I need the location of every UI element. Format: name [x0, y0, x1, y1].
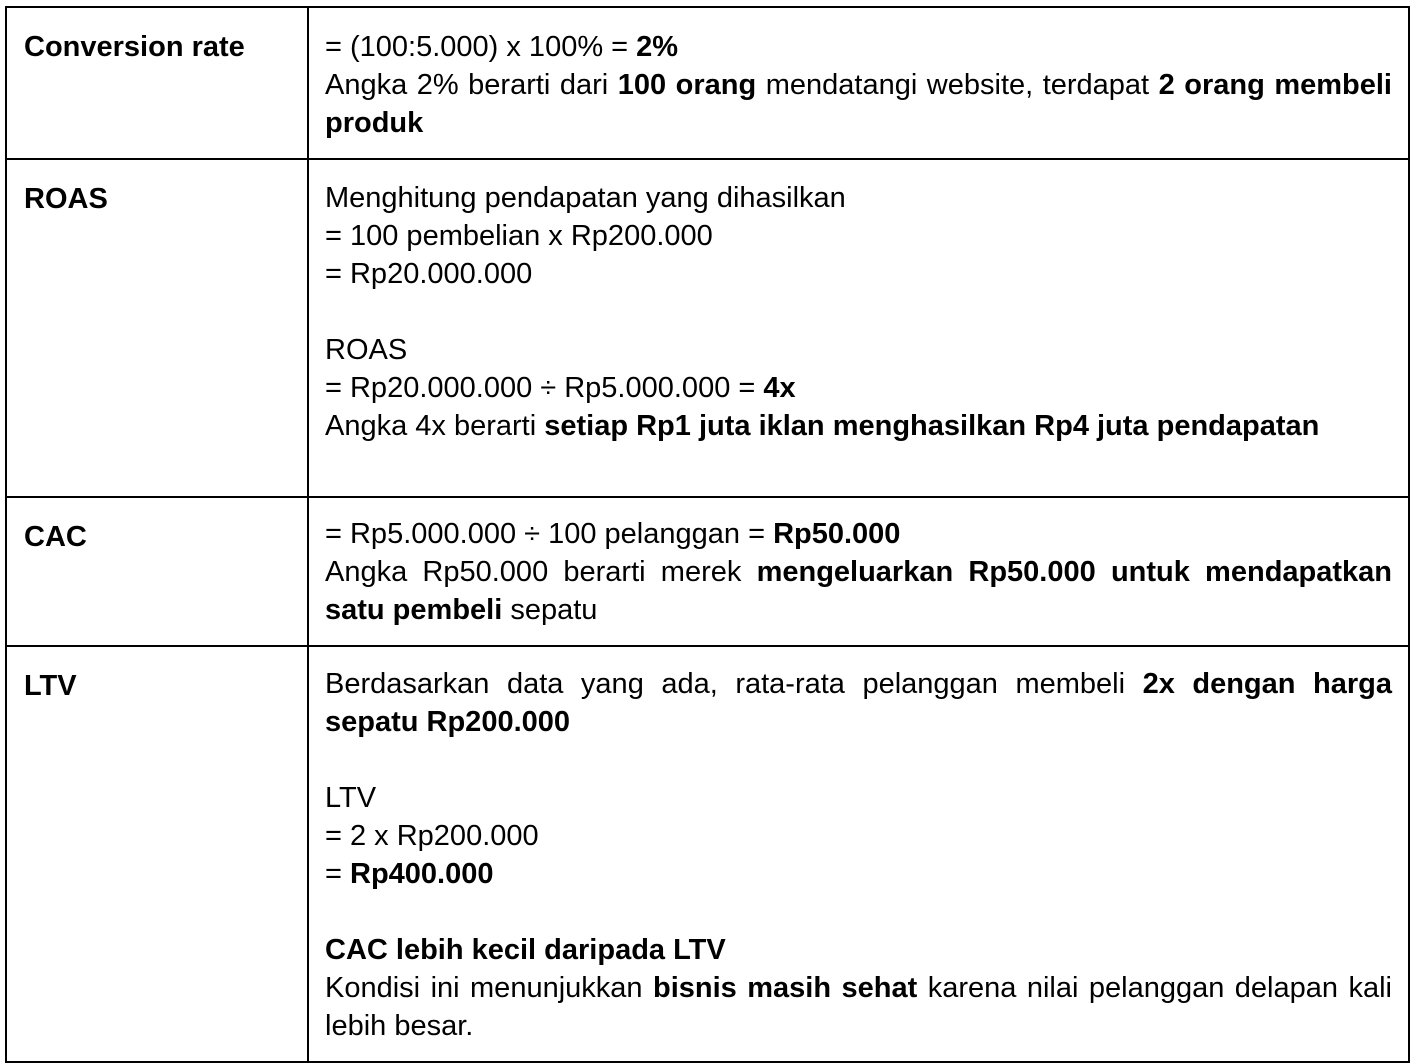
formula-result: = Rp400.000: [325, 858, 494, 890]
result-value: Rp400.000: [350, 858, 494, 890]
metric-label: LTV: [6, 646, 308, 1062]
interpretation-text: Angka Rp50.000 berarti merek mengeluarkan Rp50.000 untuk mendapatkan satu pembeli sepatu: [325, 556, 1393, 626]
formula-line: = 100 pembelian x Rp200.000: [325, 220, 713, 252]
spacer: [325, 741, 1392, 779]
conclusion-heading: CAC lebih kecil daripada LTV: [325, 934, 726, 966]
metrics-table: [5, 6, 1410, 1063]
metric-explanation: [308, 159, 1409, 497]
formula-line: = 2 x Rp200.000: [325, 820, 539, 852]
result-value: 2%: [636, 31, 679, 63]
spacer: [325, 893, 1392, 931]
table-row-cac: [6, 497, 1409, 646]
formula-line: = Rp20.000.000 ÷ Rp5.000.000 = 4x: [325, 372, 796, 404]
metric-explanation: [308, 7, 1409, 159]
table-row-conversion-rate: [6, 7, 1409, 159]
table-row-ltv: [6, 646, 1409, 1062]
formula-line: = Rp5.000.000 ÷ 100 pelanggan = Rp50.000: [325, 518, 901, 550]
interpretation-text: Angka 2% berarti dari 100 orang mendatangi website, terdapat 2 orang membeli produk: [325, 69, 1392, 139]
step-heading: Menghitung pendapatan yang dihasilkan: [325, 182, 846, 214]
result-value: Rp50.000: [773, 518, 901, 550]
table-row-roas: [6, 159, 1409, 497]
formula-line: = (100:5.000) x 100% = 2%: [325, 31, 679, 63]
metric-label: CAC: [6, 497, 308, 646]
metric-explanation: [308, 646, 1409, 1062]
spacer: [325, 293, 1392, 331]
metric-label: Conversion rate: [6, 7, 308, 159]
interpretation-text: Angka 4x berarti setiap Rp1 juta iklan menghasilkan Rp4 juta pendapatan: [325, 410, 1320, 442]
metric-label: ROAS: [6, 159, 308, 497]
step-heading: ROAS: [325, 334, 408, 366]
step-heading: LTV: [325, 782, 377, 814]
formula-result: = Rp20.000.000: [325, 258, 533, 290]
conclusion-text: Kondisi ini menunjukkan bisnis masih sehat karena nilai pelanggan delapan kali lebih besar.: [325, 972, 1392, 1042]
intro-text: Berdasarkan data yang ada, rata-rata pelanggan membeli 2x dengan harga sepatu Rp200.000: [325, 668, 1392, 738]
result-value: 4x: [763, 372, 796, 404]
metric-explanation: [308, 497, 1409, 646]
